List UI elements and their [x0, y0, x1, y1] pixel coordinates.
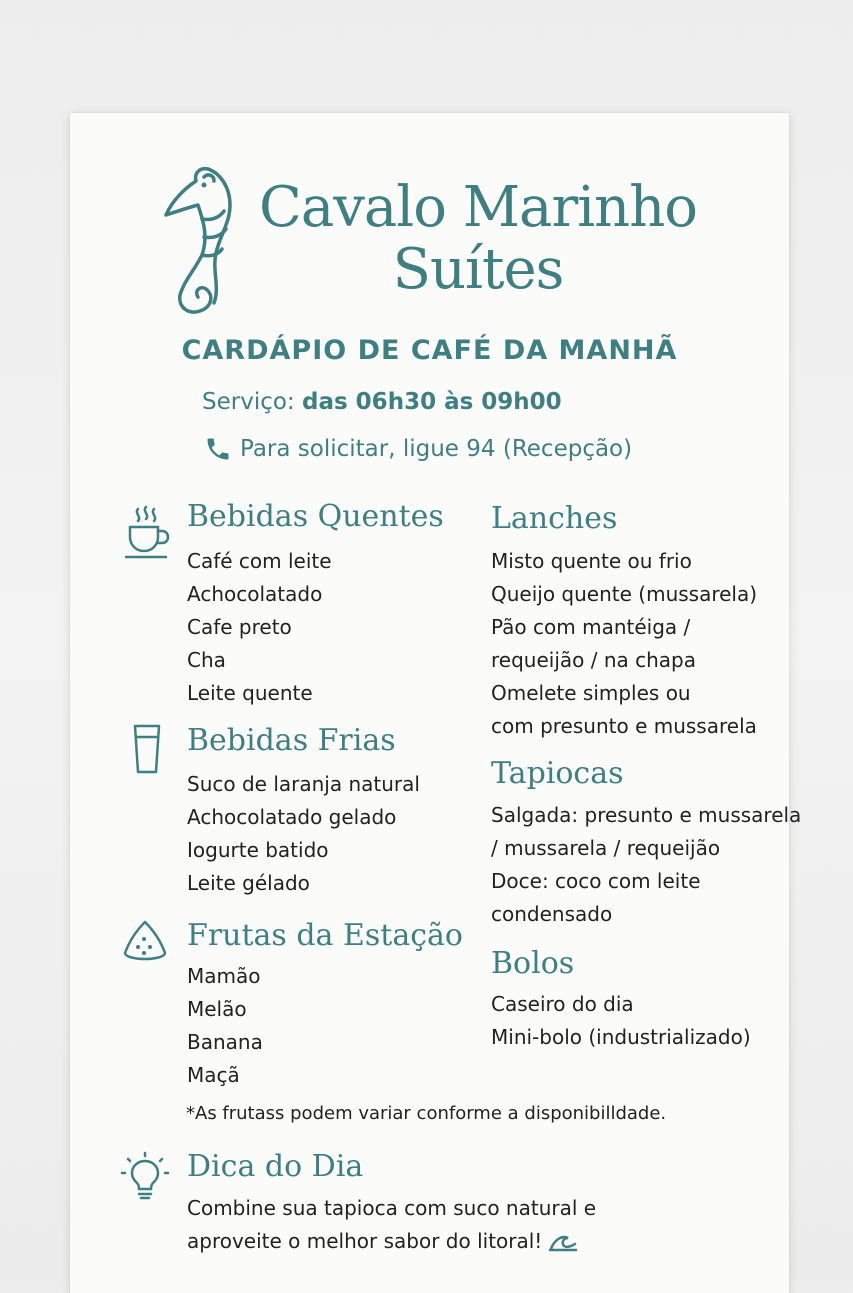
list-item: requeijão / na chapa	[491, 648, 696, 672]
list-item: Cha	[187, 648, 226, 672]
list-item: Pão com mantéiga /	[491, 615, 691, 639]
snacks-title: Lanches	[491, 501, 618, 536]
coffee-cup-icon	[124, 505, 172, 561]
list-item: Mamão	[187, 964, 261, 988]
hot-drinks-list	[187, 545, 332, 710]
list-item: Mini-bolo (industrializado)	[491, 1025, 751, 1049]
brand-name	[248, 177, 708, 301]
tip-line-2-row	[187, 1225, 607, 1258]
menu-card	[70, 113, 802, 1293]
glass-icon	[132, 723, 162, 775]
lightbulb-icon	[120, 1151, 170, 1201]
tip-title: Dica do Dia	[187, 1149, 364, 1184]
wave-icon	[548, 1232, 578, 1252]
fruits-title: Frutas da Estação	[187, 918, 463, 953]
tip-line-2: aproveite o melhor sabor do litoral!	[187, 1229, 543, 1253]
phone-icon	[204, 435, 232, 463]
list-item: Doce: coco com leite	[491, 869, 701, 893]
tapiocas-title: Tapiocas	[491, 756, 624, 791]
list-item: Cafe preto	[187, 615, 292, 639]
list-item: Banana	[187, 1030, 263, 1054]
tip-line-1: Combine sua tapioca com suco natural e	[187, 1196, 597, 1220]
service-label: Serviço:	[202, 389, 295, 415]
fruits-list	[187, 960, 263, 1092]
menu-title: CARDÁPIO DE CAFÉ DA MANHÃ	[181, 335, 678, 366]
cold-drinks-list	[187, 768, 420, 900]
service-hours	[202, 389, 562, 415]
brand-line-1: Cavalo Marinho	[259, 175, 697, 240]
cakes-list	[491, 988, 751, 1054]
list-item: com presunto e mussarela	[491, 714, 757, 738]
list-item: Misto quente ou frio	[491, 549, 692, 573]
brand-line-2: Suítes	[392, 237, 564, 302]
watermelon-slice-icon	[122, 919, 168, 965]
list-item: condensado	[491, 902, 613, 926]
list-item: / mussarela / requeijão	[491, 836, 721, 860]
tapiocas-list	[491, 799, 801, 931]
cold-drinks-title: Bebidas Frias	[187, 723, 396, 758]
list-item: Melão	[187, 997, 247, 1021]
list-item: Leite gélado	[187, 871, 310, 895]
hot-drinks-title: Bebidas Quentes	[187, 499, 444, 534]
list-item: Omelete simples ou	[491, 681, 691, 705]
list-item: Leite quente	[187, 681, 313, 705]
list-item: Iogurte batido	[187, 838, 329, 862]
tip-text	[187, 1192, 607, 1258]
list-item: Queijo quente (mussarela)	[491, 582, 758, 606]
service-time: das 06h30 às 09h00	[302, 389, 562, 415]
list-item: Achocolatado	[187, 582, 323, 606]
list-item: Suco de laranja natural	[187, 772, 420, 796]
cakes-title: Bolos	[491, 946, 575, 981]
list-item: Caseiro do dia	[491, 992, 634, 1016]
list-item: Café com leite	[187, 549, 332, 573]
snacks-list	[491, 545, 757, 743]
contact-text: Para solicitar, ligue 94 (Recepção)	[240, 436, 633, 462]
fruits-note: *As frutass podem variar conforme a disponibilldade.	[186, 1103, 667, 1124]
contact-line	[204, 435, 632, 463]
list-item: Salgada: presunto e mussarela	[491, 803, 802, 827]
list-item: Maçã	[187, 1063, 240, 1087]
seahorse-icon	[164, 163, 244, 318]
list-item: Achocolatado gelado	[187, 805, 397, 829]
